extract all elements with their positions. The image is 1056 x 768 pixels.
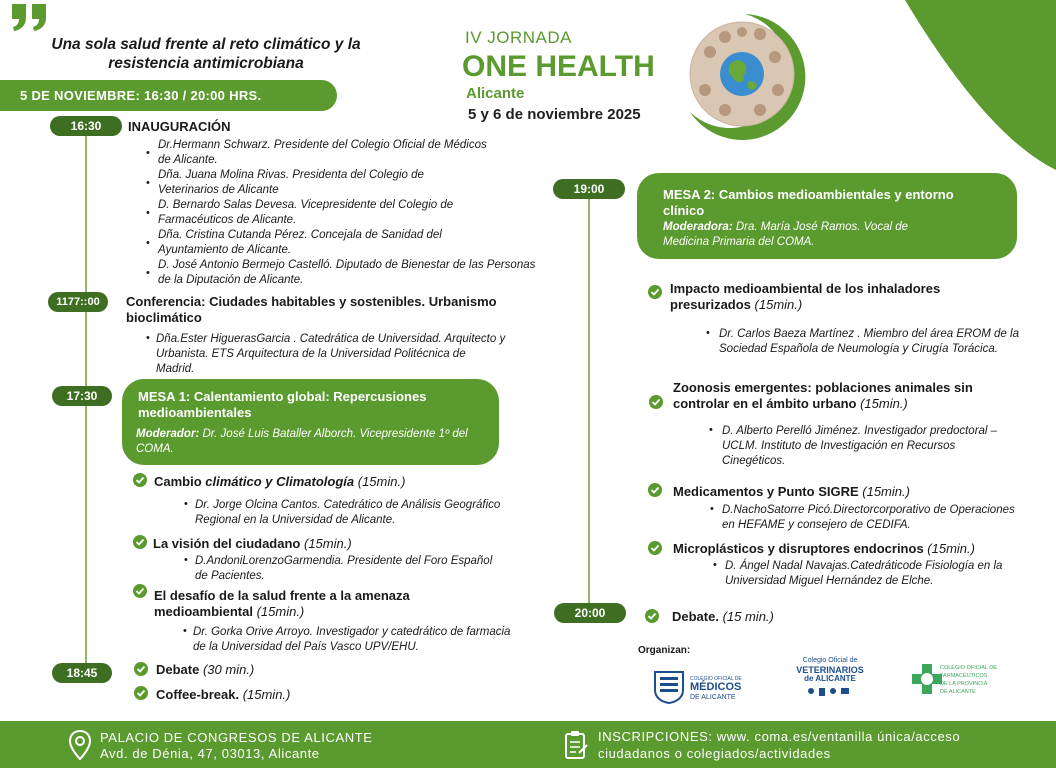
- venue-name: PALACIO DE CONGRESOS DE ALICANTE: [100, 730, 373, 745]
- time-pill-inauguration: 16:30: [50, 116, 122, 136]
- inauguration-speaker: Dña. Juana Molina Rivas. Presidenta del Colegio de Veterinarios de Alicante: [158, 169, 424, 196]
- check-icon: [648, 285, 662, 299]
- inauguration-title: INAUGURACIÓN: [128, 119, 231, 134]
- time-pill-conference: 1177::00: [48, 292, 108, 312]
- timeline-line-right: [588, 195, 590, 615]
- location-pin-icon: [68, 729, 92, 761]
- animals-icon: [805, 685, 855, 699]
- inauguration-speaker: Dr.Hermann Schwarz. Presidente del Colegio Oficial de Médicos de Alicante.: [158, 139, 487, 166]
- coffee-break-title: Coffee-break. (15min.): [156, 687, 291, 702]
- mesa2-item-speaker: Dr. Carlos Baeza Martínez . Miembro del área EROM de la Sociedad Española de Neumología y Cirugía Torácica.: [719, 328, 1019, 355]
- bullet-marker: •: [710, 503, 714, 515]
- mesa2-item-speaker: D. Alberto Perelló Jiménez. Investigador predoctoral – UCLM. Instituto de Investigación en Recursos Cinegéticos.: [722, 425, 998, 467]
- check-icon: [134, 686, 148, 700]
- event-dates: 5 y 6 de noviembre 2025: [468, 106, 641, 123]
- registration-line2[interactable]: ciudadanos o colegiados/actividades: [598, 746, 831, 761]
- veterinarios-line3: de ALICANTE: [804, 674, 856, 683]
- check-icon: [133, 584, 147, 598]
- mesa2-moderator-label: Moderadora:: [663, 221, 733, 233]
- mesa1-item-title: El desafío de la salud frente a la amenaza medioambiental (15min.): [154, 588, 410, 619]
- farmaceuticos-line3: DE LA PROVINCIA: [940, 681, 988, 687]
- bullet-markers: • • • • •: [146, 147, 150, 279]
- mesa2-moderator: [663, 220, 933, 250]
- mesa2-item-title: Microplásticos y disruptores endocrinos (15min.): [673, 541, 975, 556]
- mesa1-moderator: [136, 427, 486, 457]
- debate2-title: Debate. (15 min.): [672, 609, 774, 624]
- mesa1-title: MESA 1: Calentamiento global: Repercusiones medioambientales: [138, 389, 427, 420]
- farmaceuticos-line1: COLEGIO OFICIAL DE: [940, 665, 997, 671]
- conference-title: Conferencia: Ciudades habitables y sostenibles. Urbanismo bioclimático: [126, 294, 497, 325]
- time-pill-mesa2: 19:00: [553, 179, 625, 199]
- bullet-marker: •: [183, 625, 187, 637]
- pharmacy-cross-icon: [910, 662, 944, 696]
- footer: [0, 721, 1056, 768]
- event-edition: IV JORNADA: [465, 28, 573, 47]
- time-pill-mesa1: 17:30: [52, 386, 112, 406]
- mesa2-item-speaker: D.NachoSatorre Picó.Directorcorporativo de Operaciones en HEFAME y consejero de CEDIFA.: [722, 504, 1015, 531]
- mesa2-item-title: Impacto medioambiental de los inhaladores presurizados (15min.): [670, 281, 941, 312]
- farmaceuticos-line2: FARMACÉUTICOS: [940, 673, 988, 679]
- medicos-emblem-icon: [652, 668, 686, 704]
- medicos-line3: DE ALICANTE: [690, 694, 736, 701]
- check-icon: [648, 483, 662, 497]
- registration-line1[interactable]: INSCRIPCIONES: www. coma.es/ventanilla única/acceso: [598, 729, 961, 744]
- tagline: Una sola salud frente al reto climático y la resistencia antimicrobiana: [51, 36, 361, 72]
- veterinarios-line2: VETERINARIOS: [796, 665, 864, 675]
- bullet-marker: •: [184, 554, 188, 566]
- bullet-marker: •: [146, 332, 150, 344]
- inauguration-speaker: Dña. Cristina Cutanda Pérez. Concejala de Sanidad del Ayuntamiento de Alicante.: [158, 229, 442, 256]
- mesa2-box: [637, 173, 1017, 259]
- mesa2-item-title: Medicamentos y Punto SIGRE (15min.): [673, 484, 910, 499]
- check-icon: [649, 395, 663, 409]
- event-title: ONE HEALTH: [462, 50, 655, 83]
- check-icon: [133, 535, 147, 549]
- bullet-marker: •: [713, 559, 717, 571]
- check-icon: [648, 541, 662, 555]
- mesa2-title: MESA 2: Cambios medioambientales y entorno clínico: [663, 187, 954, 218]
- mesa1-moderator-label: Moderador:: [136, 428, 200, 440]
- logo-medicos: [652, 668, 752, 706]
- time-pill-debate2: 20:00: [554, 603, 626, 623]
- check-icon: [133, 473, 147, 487]
- inauguration-speaker: D. José Antonio Bermejo Castelló. Diputado de Bienestar de las Personas de la Diputación de Alicante.: [158, 259, 536, 286]
- veterinarios-line1: Colegio Oficial de: [802, 657, 858, 664]
- bullet-marker: •: [706, 327, 710, 339]
- quote-icon: [8, 2, 52, 32]
- date-banner: 5 DE NOVIEMBRE: 16:30 / 20:00 HRS.: [0, 80, 337, 111]
- mesa1-box: [122, 379, 499, 465]
- event-city: Alicante: [466, 85, 525, 102]
- bullet-marker: •: [184, 498, 188, 510]
- mesa1-item-title: La visión del ciudadano (15min.): [153, 536, 352, 551]
- venue-address: Avd. de Dénia, 47, 03013, Alicante: [100, 746, 320, 761]
- mesa1-moderator-text: Dr. José Luis Bataller Alborch. Vicepresidente 1º del COMA.: [136, 428, 468, 455]
- farmaceuticos-line4: DE ALICANTE: [940, 689, 976, 695]
- corner-decoration: [905, 0, 1056, 170]
- mesa1-item-speaker: Dr. Jorge Olcina Cantos. Catedrático de Análisis Geográfico Regional en la Universidad de Alicante.: [195, 499, 501, 526]
- clipboard-icon: [563, 729, 589, 761]
- check-icon: [134, 662, 148, 676]
- medicos-line1: COLEGIO OFICIAL DE: [690, 676, 742, 682]
- mesa2-moderator-text: Dra. María José Ramos. Vocal de Medicina Primaria del COMA.: [663, 221, 908, 248]
- mesa2-item-speaker: D. Ángel Nadal Navajas.Catedráticode Fisiología en la Universidad Miguel Hernández de Elche.: [725, 560, 1003, 587]
- medicos-line2: MÉDICOS: [690, 681, 742, 693]
- mesa2-item-title: Zoonosis emergentes: poblaciones animales sin controlar en el ámbito urbano (15min.): [673, 380, 973, 411]
- logo-veterinarios: [785, 657, 875, 709]
- mesa1-item-speaker: D.AndoniLorenzoGarmendia. Presidente del Foro Español de Pacientes.: [195, 555, 493, 582]
- globe-icon: [680, 12, 810, 142]
- organizers-label: Organizan:: [638, 645, 691, 656]
- logo-farmaceuticos: [910, 662, 1010, 700]
- check-icon: [645, 609, 659, 623]
- bullet-marker: •: [709, 424, 713, 436]
- inauguration-speaker: D. Bernardo Salas Devesa. Vicepresidente del Colegio de Farmacéuticos de Alicante.: [158, 199, 454, 226]
- mesa1-item-title: Cambio climático y Climatología (15min.): [154, 474, 406, 489]
- conference-speaker: Dña.Ester HiguerasGarcia . Catedrática de Universidad. Arquitecto y Urbanista. ETS Arquitectura de la Universidad Politécnica de Madrid.: [156, 333, 506, 375]
- mesa1-item-speaker: Dr. Gorka Orive Arroyo. Investigador y catedrático de farmacia de la Universidad del País Vasco UPV/EHU.: [193, 626, 511, 653]
- debate-title: Debate (30 min.): [156, 662, 255, 677]
- time-pill-debate: 18:45: [52, 663, 112, 683]
